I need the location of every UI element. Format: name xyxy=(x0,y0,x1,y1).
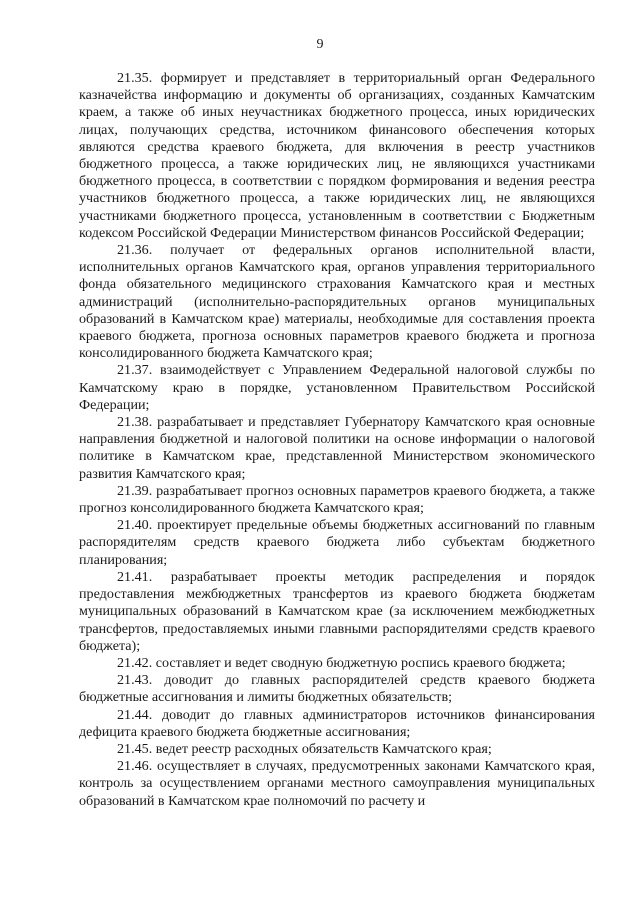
paragraph-21-35: 21.35. формирует и представляет в территориальный орган Федерального казначейства информацию и документы об организациях, созданных Камчатским краем, а также об иных неучастниках бюджетного процесса, иных юридических лицах, получающих средства, источником финансового обеспечения которых являются средства краевого бюджета, для включения в реестр участников бюджетного процесса, а также юридических лиц, не являющихся участниками бюджетного процесса, в соответствии с порядком формирования и ведения реестра участников бюджетного процесса, а также юридических лиц, не являющихся участниками бюджетного процесса, установленным в соответствии с Бюджетным кодексом Российской Федерации Министерством финансов Российской Федерации; xyxy=(79,70,595,241)
paragraph-21-40: 21.40. проектирует предельные объемы бюджетных ассигнований по главным распорядителям средств краевого бюджета либо субъектам бюджетного планирования; xyxy=(79,517,595,568)
paragraph-21-39: 21.39. разрабатывает прогноз основных параметров краевого бюджета, а также прогноз консолидированного бюджета Камчатского края; xyxy=(79,482,595,517)
paragraph-21-42: 21.42. составляет и ведет сводную бюджетную роспись краевого бюджета; xyxy=(117,654,566,671)
paragraph-21-46: 21.46. осуществляет в случаях, предусмотренных законами Камчатского края, контроль за осуществлением органами местного самоуправления муниципальных образований в Камчатском крае полномочий по расчету и xyxy=(79,758,595,809)
paragraph-21-45: 21.45. ведет реестр расходных обязательств Камчатского края; xyxy=(117,740,492,757)
paragraph-21-37: 21.37. взаимодействует с Управлением Федеральной налоговой службы по Камчатскому краю в порядке, установленном Правительством Российской Федерации; xyxy=(79,362,595,413)
page-number: 9 xyxy=(316,37,324,52)
paragraph-21-36: 21.36. получает от федеральных органов исполнительной власти, исполнительных органов Камчатского края, органов управления территориального фонда обязательного медицинского страхования Камчатского края и местных администраций (исполнительно-распорядительных органов муниципальных образований в Камчатском крае) материалы, необходимые для составления проекта краевого бюджета, прогноза основных параметров краевого бюджета и прогноза консолидированного бюджета Камчатского края; xyxy=(79,242,595,362)
paragraph-21-41: 21.41. разрабатывает проекты методик распределения и порядок предоставления межбюджетных трансфертов из краевого бюджета бюджетам муниципальных образований в Камчатском крае (за исключением межбюджетных трансфертов, предоставляемых иными главными распорядителями средств краевого бюджета); xyxy=(79,568,595,654)
paragraph-21-43: 21.43. доводит до главных распорядителей средств краевого бюджета бюджетные ассигнования и лимиты бюджетных обязательств; xyxy=(79,672,595,706)
paragraph-21-38: 21.38. разрабатывает и представляет Губернатору Камчатского края основные направления бюджетной и налоговой политики на основе информации о налоговой политике в Камчатском крае, представленной Министерством экономического развития Камчатского края; xyxy=(79,414,595,482)
document-body xyxy=(79,70,595,810)
paragraph-21-44: 21.44. доводит до главных администраторов источников финансирования дефицита краевого бюджета бюджетные ассигнования; xyxy=(79,706,595,740)
